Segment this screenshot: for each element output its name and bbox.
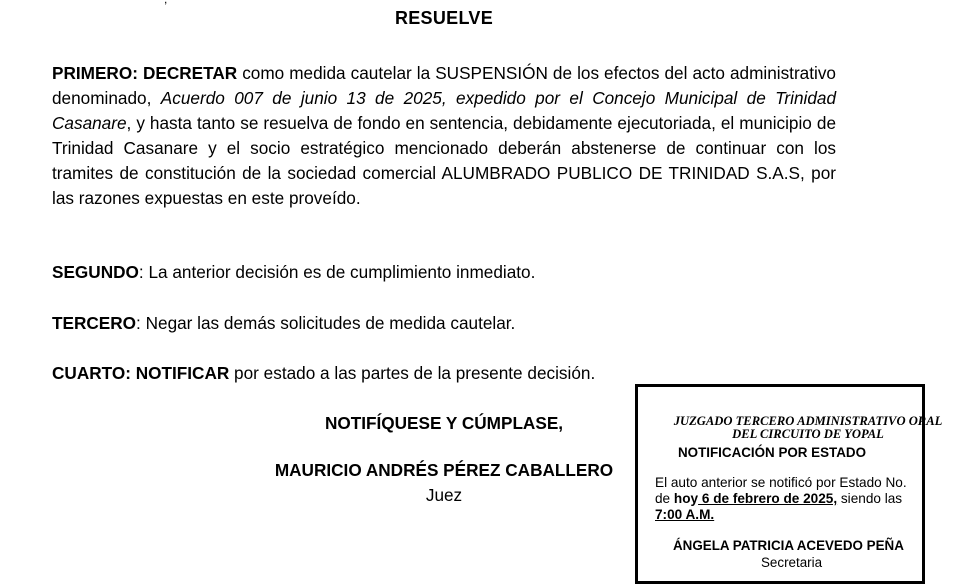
resolution-segundo (52, 260, 836, 285)
closing-formula: NOTIFÍQUESE Y CÚMPLASE, (324, 413, 564, 433)
cuarto-label: CUARTO: NOTIFICAR (52, 363, 230, 383)
primero-label: PRIMERO: DECRETAR (52, 63, 238, 83)
segundo-label: SEGUNDO (52, 262, 139, 282)
resolution-tercero (52, 311, 836, 336)
stamp-line-2-suffix: siendo las (837, 491, 903, 506)
stamp-title: NOTIFICACIÓN POR ESTADO (678, 445, 866, 460)
tercero-label: TERCERO (52, 313, 137, 333)
stamp-court-name (662, 415, 954, 441)
judge-name: MAURICIO ANDRÉS PÉREZ CABALLERO (274, 460, 614, 480)
resolution-primero (52, 61, 836, 211)
segundo-text: : La anterior decisión es de cumplimiento inmediato. (138, 262, 536, 282)
resolution-cuarto (52, 361, 836, 386)
cropped-text-fragment (164, 0, 172, 2)
tercero-text: : Negar las demás solicitudes de medida cautelar. (136, 313, 516, 333)
secretary-role: Secretaria (761, 555, 823, 570)
stamp-line-2 (655, 491, 902, 506)
primero-text-a: como medida cautelar la SUSPENSIÓN de los efectos del acto administrativo denominado, (52, 63, 836, 108)
secretary-name: ÁNGELA PATRICIA ACEVEDO PEÑA (673, 538, 904, 553)
stamp-line-2-prefix: de (655, 491, 674, 506)
primero-act-reference: Acuerdo 007 de junio 13 de 2025, expedido por el Concejo Municipal de Trinidad Casanare (52, 88, 836, 133)
stamp-time: 7:00 A.M. (655, 507, 715, 522)
stamp-line-1: El auto anterior se notificó por Estado No. (655, 475, 907, 490)
primero-text-b: , y hasta tanto se resuelva de fondo en sentencia, debidamente ejecutoriada, el municipio de Trinidad Casanare y el socio estratégico mencionado deberán abstenerse de continuar con los tramites de constitución de la sociedad comercial ALUMBRADO PUBLICO DE TRINIDAD S.A.S, por las razones expuestas en este proveído. (52, 113, 836, 208)
notification-stamp (635, 384, 943, 584)
stamp-court-line-2: DEL CIRCUITO DE YOPAL (732, 427, 884, 441)
judge-role: Juez (425, 485, 463, 505)
stamp-hoy: hoy (673, 491, 699, 506)
stamp-court-line-1: JUZGADO TERCERO ADMINISTRATIVO ORAL (673, 414, 943, 428)
stamp-date: 6 de febrero de 2025, (698, 491, 838, 506)
cuarto-text: por estado a las partes de la presente decisión. (229, 363, 596, 383)
section-heading: RESUELVE (394, 8, 494, 28)
stamp-line-3 (655, 507, 714, 522)
